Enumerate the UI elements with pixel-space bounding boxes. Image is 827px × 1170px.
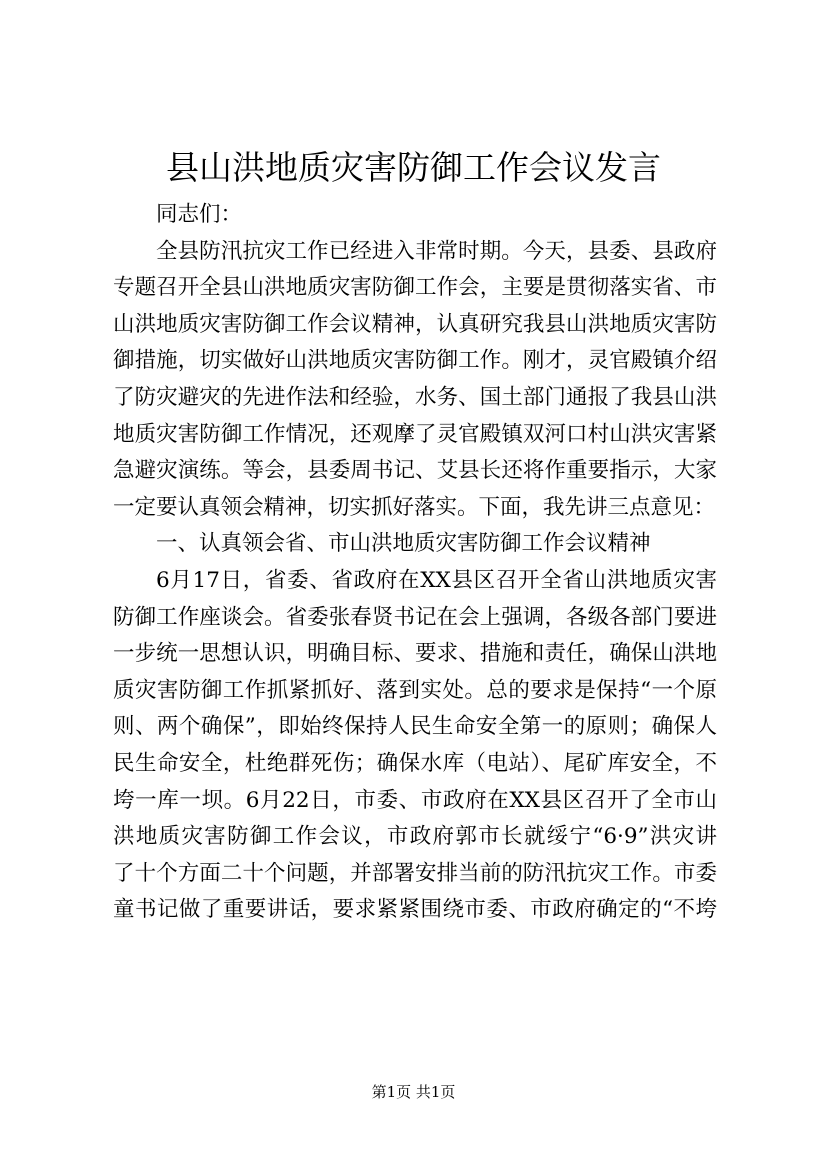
body-line: 童书记做了重要讲话，要求紧紧围绕市委、市政府确定的“不垮 (113, 897, 717, 923)
body-line: 御措施，切实做好山洪地质灾害防御工作。刚才，灵官殿镇介绍 (113, 348, 717, 374)
body-line: 一定要认真领会精神，切实抓好落实。下面，我先讲三点意见： (113, 494, 716, 520)
body-line: 6月17日，省委、省政府在XX县区召开全省山洪地质灾害 (156, 567, 717, 593)
body-line: 质灾害防御工作抓紧抓好、落到实处。总的要求是保持“一个原 (113, 677, 717, 703)
body-line: 地质灾害防御工作情况，还观摩了灵官殿镇双河口村山洪灾害紧 (113, 421, 717, 447)
body-line: 民生命安全，杜绝群死伤；确保水库（电站）、尾矿库安全，不 (113, 750, 717, 776)
body-line: 专题召开全县山洪地质灾害防御工作会，主要是贯彻落实省、市 (113, 275, 717, 301)
body-line: 全县防汛抗灾工作已经进入非常时期。今天，县委、县政府 (156, 238, 717, 264)
body-line: 了防灾避灾的先进作法和经验，水务、国土部门通报了我县山洪 (113, 384, 717, 410)
body-line: 急避灾演练。等会，县委周书记、艾县长还将作重要指示，大家 (113, 458, 717, 484)
document-title: 县山洪地质灾害防御工作会议发言 (166, 148, 661, 187)
body-line: 一、认真领会省、市山洪地质灾害防御工作会议精神 (156, 531, 651, 557)
document-body (113, 197, 717, 929)
body-line: 洪地质灾害防御工作会议，市政府郭市长就绥宁“6·9”洪灾讲 (113, 824, 717, 850)
body-line: 则、两个确保”，即始终保持人民生命安全第一的原则；确保人 (113, 714, 717, 740)
body-line: 垮一库一坝。6月22日，市委、市政府在XX县区召开了全市山 (113, 787, 717, 813)
body-line: 山洪地质灾害防御工作会议精神，认真研究我县山洪地质灾害防 (113, 311, 717, 337)
page-footer: 第1页 共1页 (371, 1083, 456, 1101)
body-line: 同志们： (156, 202, 243, 227)
body-line: 了十个方面二十个问题，并部署安排当前的防汛抗灾工作。市委 (113, 860, 717, 886)
body-line: 一步统一思想认识，明确目标、要求、措施和责任，确保山洪地 (113, 641, 717, 667)
body-line: 防御工作座谈会。省委张春贤书记在会上强调，各级各部门要进 (113, 604, 717, 630)
